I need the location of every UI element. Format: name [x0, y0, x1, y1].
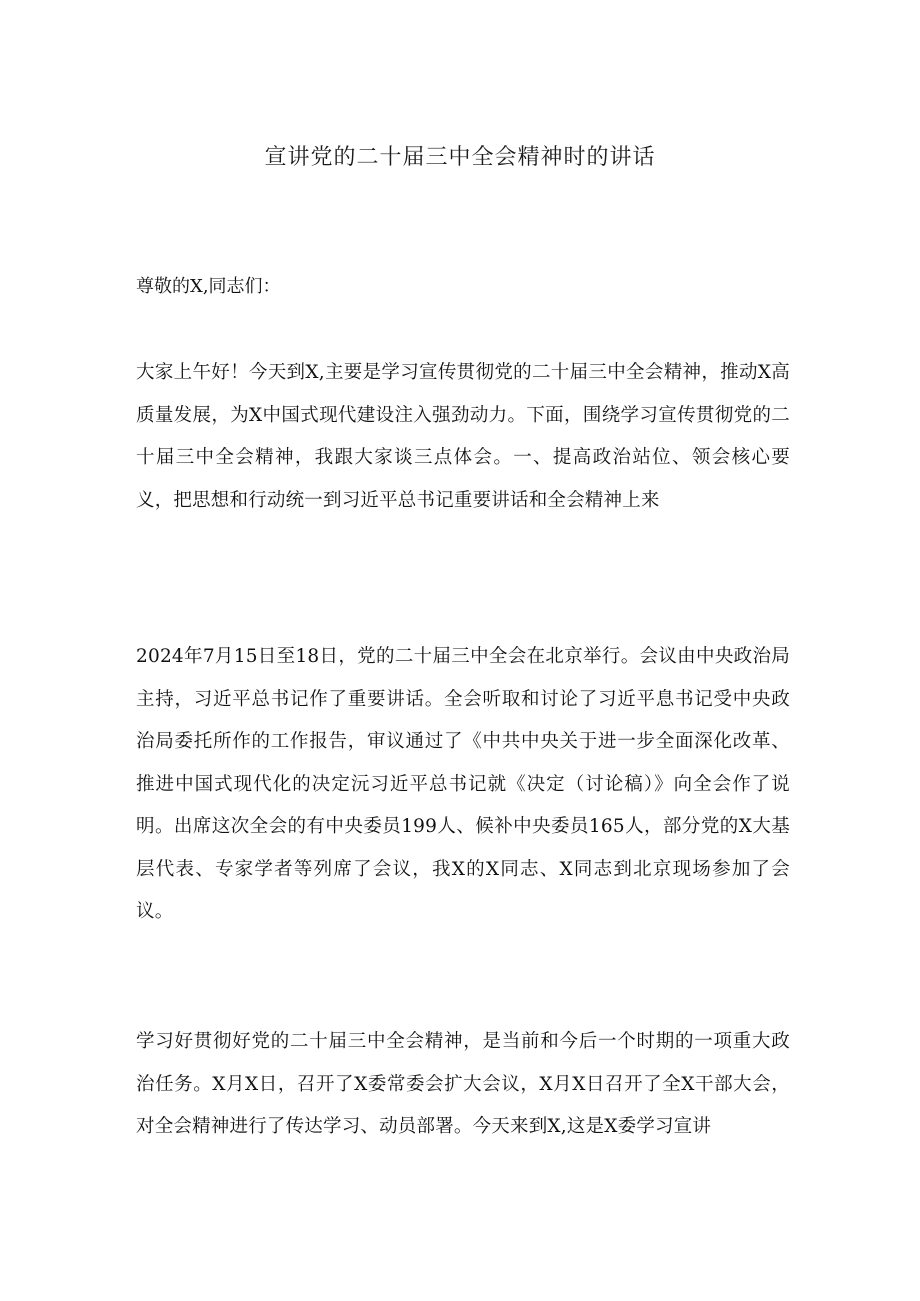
- paragraph-2: 2024年7月15日至18日，党的二十届三中全会在北京举行。会议由中央政治局主持，习近平总书记作了重要讲话。全会听取和讨论了习近平息书记受中央政治局委托所作的工作报告，审议通过了《中共中央关于进一步全面深化改革、推进中国式现代化的决定沅习近平总书记就《决定（讨论稿）》向全会作了说明。出席这次全会的有中央委员199人、候补中央委员165人，部分党的X大基层代表、专家学者等列席了会议，我X的X同志、X同志到北京现场参加了会议。: [136, 646, 790, 922]
- paragraph-3: 学习好贯彻好党的二十届三中全会精神，是当前和今后一个时期的一项重大政治任务。X月X日，召开了X委常委会扩大会议，X月X日召开了全X干部大会，对全会精神进行了传达学习、动员部署。今天来到X,这是X委学习宣讲: [136, 1031, 790, 1137]
- paragraph-1: 大家上午好！今天到X,主要是学习宣传贯彻党的二十届三中全会精神，推动X高质量发展，为X中国式现代建设注入强劲动力。下面，围绕学习宣传贯彻党的二十届三中全会精神，我跟大家谈三点体会。一、提高政治站位、领会核心要义，把思想和行动统一到习近平总书记重要讲话和全会精神上来: [136, 362, 790, 511]
- salutation: 尊敬的X,同志们：: [136, 276, 281, 297]
- document-title: 宣讲党的二十届三中全会精神时的讲话: [264, 145, 656, 170]
